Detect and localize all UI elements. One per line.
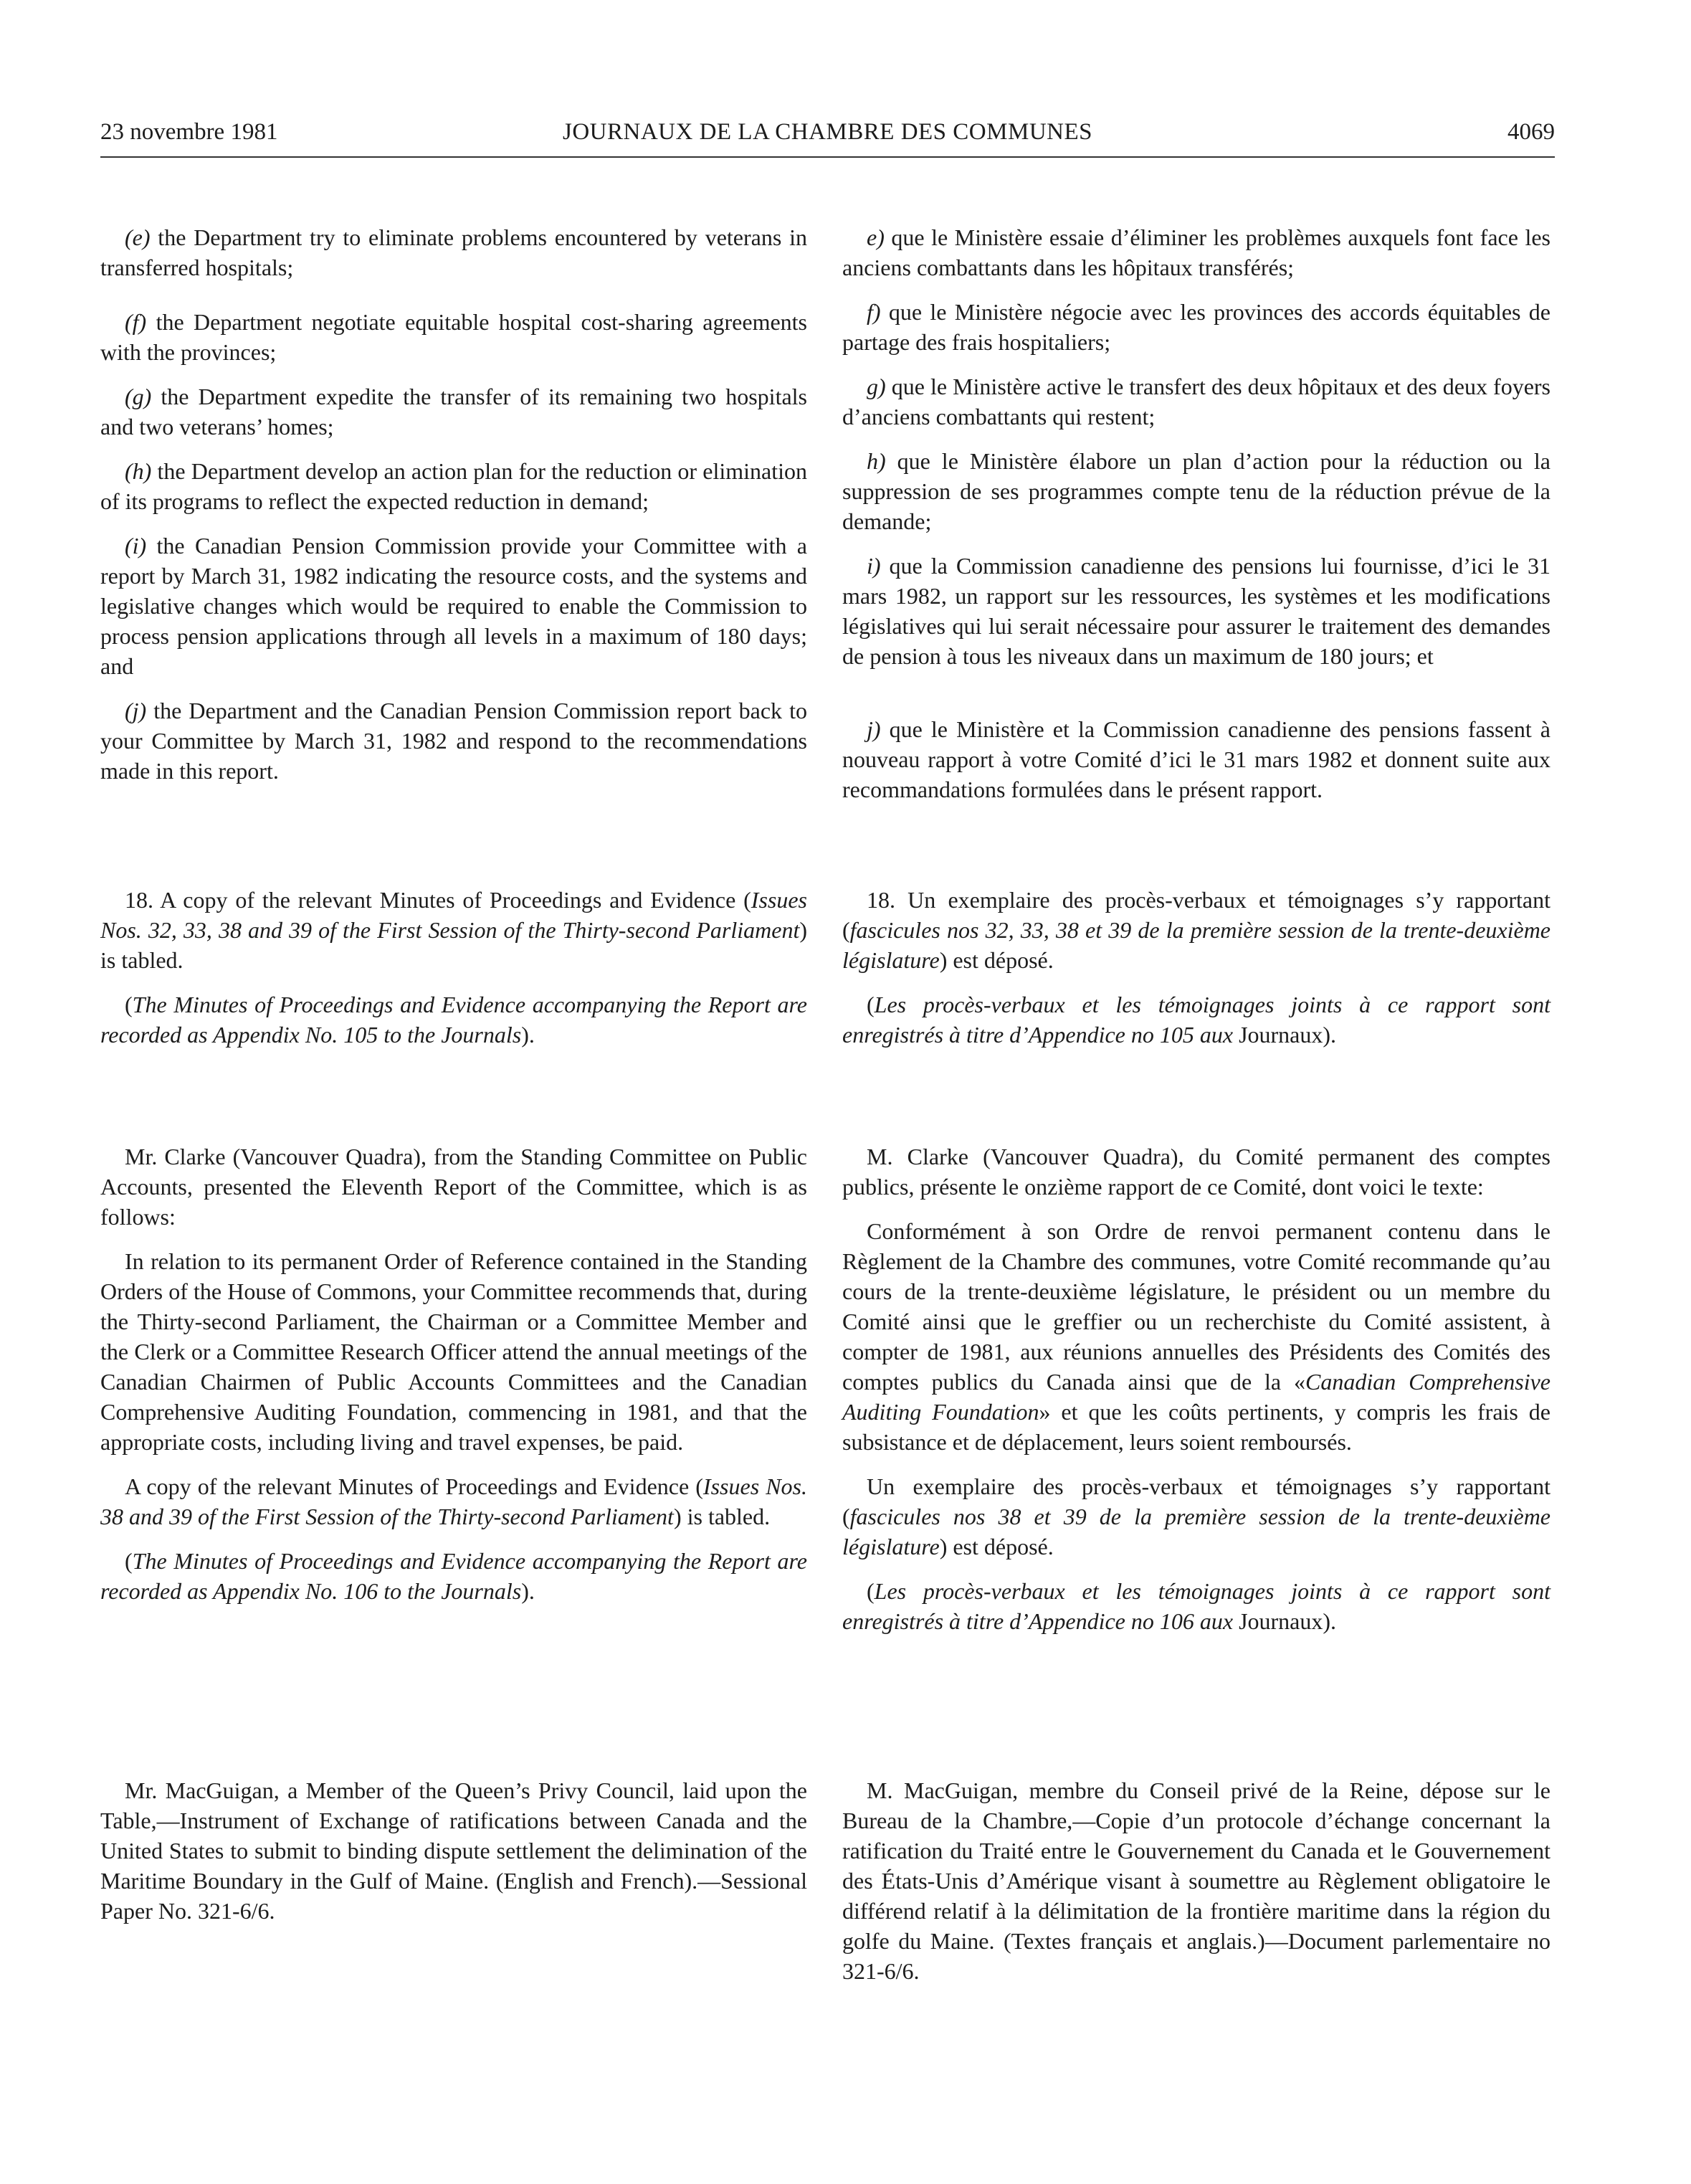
page-number: 4069 — [1507, 119, 1555, 145]
fr-report-tabling — [842, 885, 1551, 1050]
fr-macguigan-paper: M. MacGuigan, membre du Conseil privé de la Reine, dépose sur le Bureau de la Chambre,—Copie d’un protocole d’échange concernant la ratification du Traité entre le Gouvernement du Canada et le Gouvernement des États-Unis d’Amérique visant à soumettre au Règlement obligatoire le différend relatif à la délimitation de la frontière maritime dans la région du golfe du Maine. (Textes français et anglais.)—Document parlementaire no 321-6/6. — [842, 1777, 1551, 1984]
fr-item-j: j) que le Ministère et la Commission canadienne des pensions fassent à nouveau rapport à votre Comité d’ici le 31 mars 1982 et donnent suite aux recommandations formulées dans le présent rapport. — [842, 716, 1551, 802]
en-report-tabling — [100, 885, 807, 1050]
en-item-h: (h) the Department develop an action plan for the reduction or elimination of its programs to reflect the expected reduction in demand; — [100, 458, 807, 514]
header-date: 23 novembre 1981 — [100, 119, 278, 145]
en-para-18: 18. A copy of the relevant Minutes of Proceedings and Evidence (Issues Nos. 32, 33, 38 and 39 of the First Session of the Thirty-second Parliament) is tabled. — [100, 887, 807, 973]
en-clarke-report — [100, 1141, 807, 1606]
fr-macguigan — [842, 1775, 1551, 1986]
en-recommendations — [100, 222, 807, 786]
fr-item-g: g) que le Ministère active le transfert des deux hôpitaux et des deux foyers d’anciens combattants qui restent; — [842, 374, 1551, 429]
fr-appendix-105: (Les procès-verbaux et les témoignages joints à ce rapport sont enregistrés à titre d’Appendice no 105 aux Journaux). — [842, 992, 1551, 1048]
en-clarke-copy: A copy of the relevant Minutes of Proceedings and Evidence (Issues Nos. 38 and 39 of the First Session of the Thirty-second Parliament) is tabled. — [100, 1473, 808, 1529]
fr-item-i: i) que la Commission canadienne des pensions lui fournisse, d’ici le 31 mars 1982, un rapport sur les ressources, les systèmes et les modifications législatives qui lui serait nécessaire pour assurer le traitement des demandes de pension à tous les niveaux dans un maximum de 180 jours; et — [842, 553, 1551, 669]
fr-appendix-106: (Les procès-verbaux et les témoignages joints à ce rapport sont enregistrés à titre d’Appendice no 106 aux Journaux). — [842, 1578, 1551, 1634]
en-item-f: (f) the Department negotiate equitable hospital cost-sharing agreements with the provinces; — [100, 309, 807, 365]
fr-clarke-report — [842, 1141, 1551, 1636]
fr-para-18: 18. Un exemplaire des procès-verbaux et témoignages s’y rapportant (fascicules nos 32, 33, 38 et 39 de la première session de la trente-deuxième législature) est déposé. — [842, 887, 1551, 973]
journal-title: JOURNAUX DE LA CHAMBRE DES COMMUNES — [563, 119, 1092, 145]
en-clarke-body: In relation to its permanent Order of Reference contained in the Standing Orders of the House of Commons, your Committee recommends that, during the Thirty-second Parliament, the Chairman or a Committee Member and the Clerk or a Committee Research Officer attend the annual meetings of the Canadian Chairmen of Public Accounts Committees and the Canadian Comprehensive Auditing Foundation, commencing in 1981, and that the appropriate costs, including living and travel expenses, be paid. — [100, 1248, 807, 1455]
fr-item-f: f) que le Ministère négocie avec les provinces des accords équitables de partage des frais hospitaliers; — [842, 299, 1551, 355]
en-macguigan — [100, 1775, 807, 1926]
en-item-j: (j) the Department and the Canadian Pension Commission report back to your Committee by March 31, 1982 and respond to the recommendations made in this report. — [100, 698, 807, 784]
en-appendix-106: (The Minutes of Proceedings and Evidence accompanying the Report are recorded as Appendix No. 106 to the Journals). — [100, 1548, 807, 1604]
en-item-g: (g) the Department expedite the transfer of its remaining two hospitals and two veterans’ homes; — [100, 384, 807, 440]
fr-item-h: h) que le Ministère élabore un plan d’action pour la réduction ou la suppression de ses programmes compte tenu de la réduction prévue de la demande; — [842, 448, 1551, 534]
page-header — [100, 119, 1555, 158]
fr-clarke-intro: M. Clarke (Vancouver Quadra), du Comité permanent des comptes publics, présente le onzième rapport de ce Comité, dont voici le texte: — [842, 1144, 1551, 1200]
fr-recommendations — [842, 222, 1551, 804]
en-item-e: (e) the Department try to eliminate problems encountered by veterans in transferred hospitals; — [100, 224, 807, 280]
fr-clarke-body: Conformément à son Ordre de renvoi permanent contenu dans le Règlement de la Chambre des communes, votre Comité recommande qu’au cours de la trente-deuxième législature, le président ou un membre du Comité ainsi que le greffier ou un recherchiste du Comité assistent, à compter de 1981, aux réunions annuelles des Présidents des Comités des comptes publics du Canada ainsi que de la «Canadian Comprehensive Auditing Foundation» et que les coûts pertinents, y compris les frais de subsistance et de déplacement, leurs soient remboursés. — [842, 1218, 1551, 1455]
en-macguigan-paper: Mr. MacGuigan, a Member of the Queen’s Privy Council, laid upon the Table,—Instrument of Exchange of ratifications between Canada and the United States to submit to binding dispute settlement the delimination of the Maritime Boundary in the Gulf of Maine. (English and French).—Sessional Paper No. 321-6/6. — [100, 1777, 807, 1924]
fr-clarke-copy: Un exemplaire des procès-verbaux et témoignages s’y rapportant (fascicules nos 38 et 39 de la première session de la trente-deuxième législature) est déposé. — [842, 1473, 1551, 1559]
en-appendix-105: (The Minutes of Proceedings and Evidence accompanying the Report are recorded as Appendix No. 105 to the Journals). — [100, 992, 807, 1048]
en-clarke-intro: Mr. Clarke (Vancouver Quadra), from the Standing Committee on Public Accounts, presented the Eleventh Report of the Committee, which is as follows: — [100, 1144, 807, 1230]
en-item-i: (i) the Canadian Pension Commission provide your Committee with a report by March 31, 1982 indicating the resource costs, and the systems and legislative changes which would be required to enable the Commission to process pension applications through all levels in a maximum of 180 days; and — [100, 533, 807, 679]
fr-item-e: e) que le Ministère essaie d’éliminer les problèmes auxquels font face les anciens combattants dans les hôpitaux transférés; — [842, 224, 1551, 280]
